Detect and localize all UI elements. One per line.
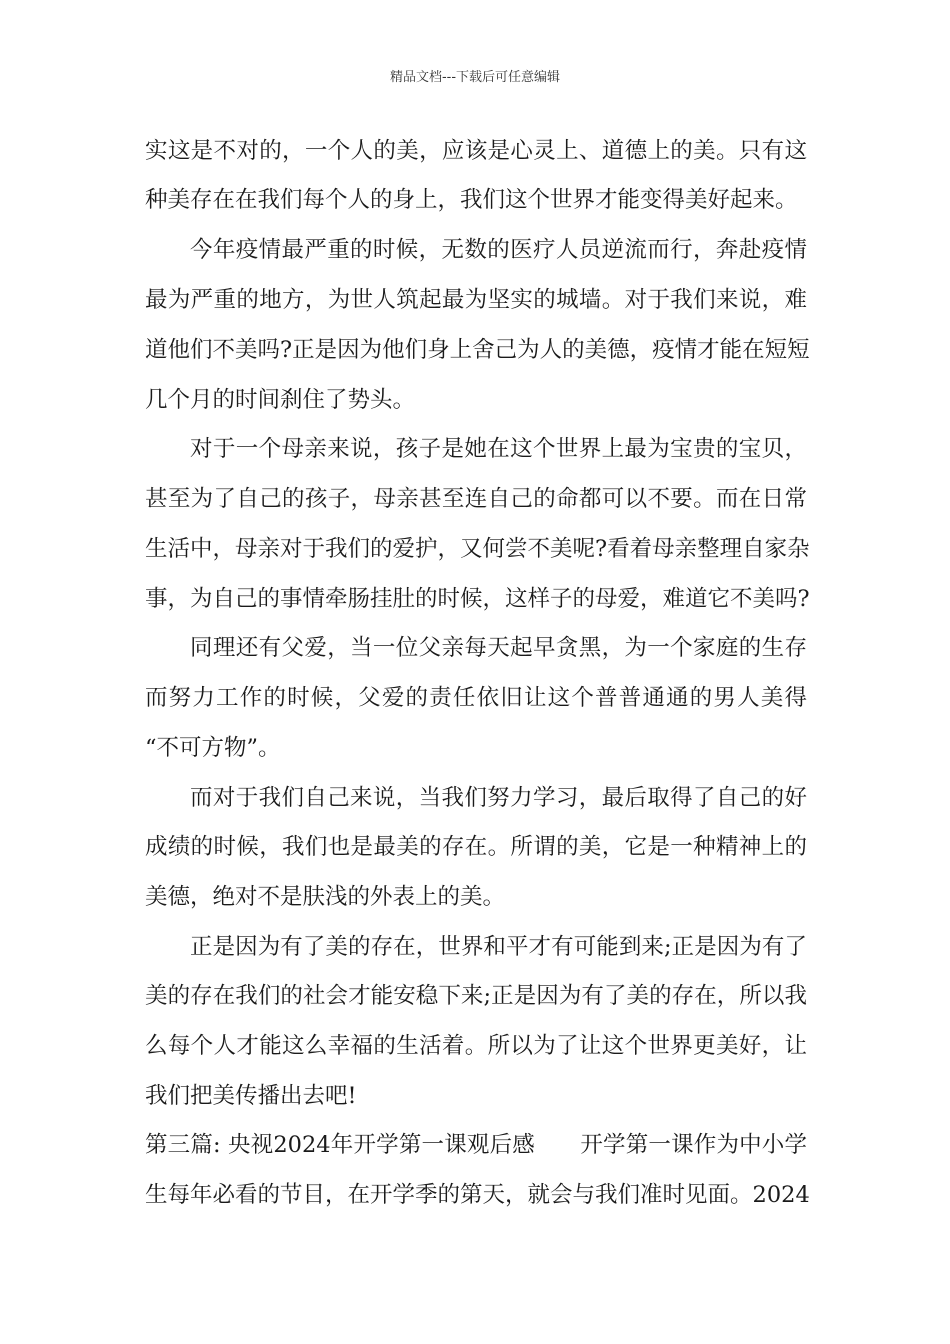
paragraph-first-line: 而对于我们自己来说，当我们努力学习，最后取得了自己的好 bbox=[190, 785, 807, 811]
text-line: 几个月的时间刹住了势头。 bbox=[145, 387, 416, 413]
text-line: 最为严重的地方，为世人筑起最为坚实的城墙。对于我们来说，难 bbox=[145, 287, 807, 313]
text-line: 事，为自己的事情牵肠挂肚的时候，这样子的母爱，难道它不美吗? bbox=[145, 586, 810, 612]
text-line: 而努力工作的时候，父爱的责任依旧让这个普普通通的男人美得 bbox=[145, 685, 807, 711]
text-line: 生活中，母亲对于我们的爱护，又何尝不美呢?看着母亲整理自家杂 bbox=[145, 536, 810, 562]
text-line: 甚至为了自己的孩子，母亲甚至连自己的命都可以不要。而在日常 bbox=[145, 486, 807, 512]
text-line: 成绩的时候，我们也是最美的存在。所谓的美，它是一种精神上的 bbox=[145, 834, 807, 860]
text-line: 么每个人才能这么幸福的生活着。所以为了让这个世界更美好，让 bbox=[145, 1033, 807, 1059]
paragraph-first-line: 今年疫情最严重的时候，无数的医疗人员逆流而行，奔赴疫情 bbox=[190, 237, 807, 263]
text-line: 美德，绝对不是肤浅的外表上的美。 bbox=[145, 884, 506, 910]
text-line: 生每年必看的节目，在开学季的第天，就会与我们准时见面。2024 bbox=[145, 1182, 810, 1208]
text-line: 种美存在在我们每个人的身上，我们这个世界才能变得美好起来。 bbox=[145, 187, 798, 213]
text-line: 实这是不对的，一个人的美，应该是心灵上、道德上的美。只有这 bbox=[145, 138, 807, 164]
section-heading-line: 第三篇: 央视2024年开学第一课观后感 开学第一课作为中小学 bbox=[145, 1132, 807, 1158]
text-line: “不可方物”。 bbox=[145, 735, 281, 761]
text-line: 道他们不美吗?正是因为他们身上舍己为人的美德，疫情才能在短短 bbox=[145, 337, 810, 363]
paragraph-first-line: 正是因为有了美的存在，世界和平才有可能到来;正是因为有了 bbox=[190, 934, 807, 960]
text-line: 我们把美传播出去吧! bbox=[145, 1083, 357, 1109]
paragraph-first-line: 对于一个母亲来说，孩子是她在这个世界上最为宝贵的宝贝， bbox=[190, 436, 807, 462]
text-line: 美的存在我们的社会才能安稳下来;正是因为有了美的存在，所以我 bbox=[145, 983, 807, 1009]
paragraph-first-line: 同理还有父爱，当一位父亲每天起早贪黑，为一个家庭的生存 bbox=[190, 635, 807, 661]
page-header: 精品文档---下载后可任意编辑 bbox=[389, 70, 561, 85]
